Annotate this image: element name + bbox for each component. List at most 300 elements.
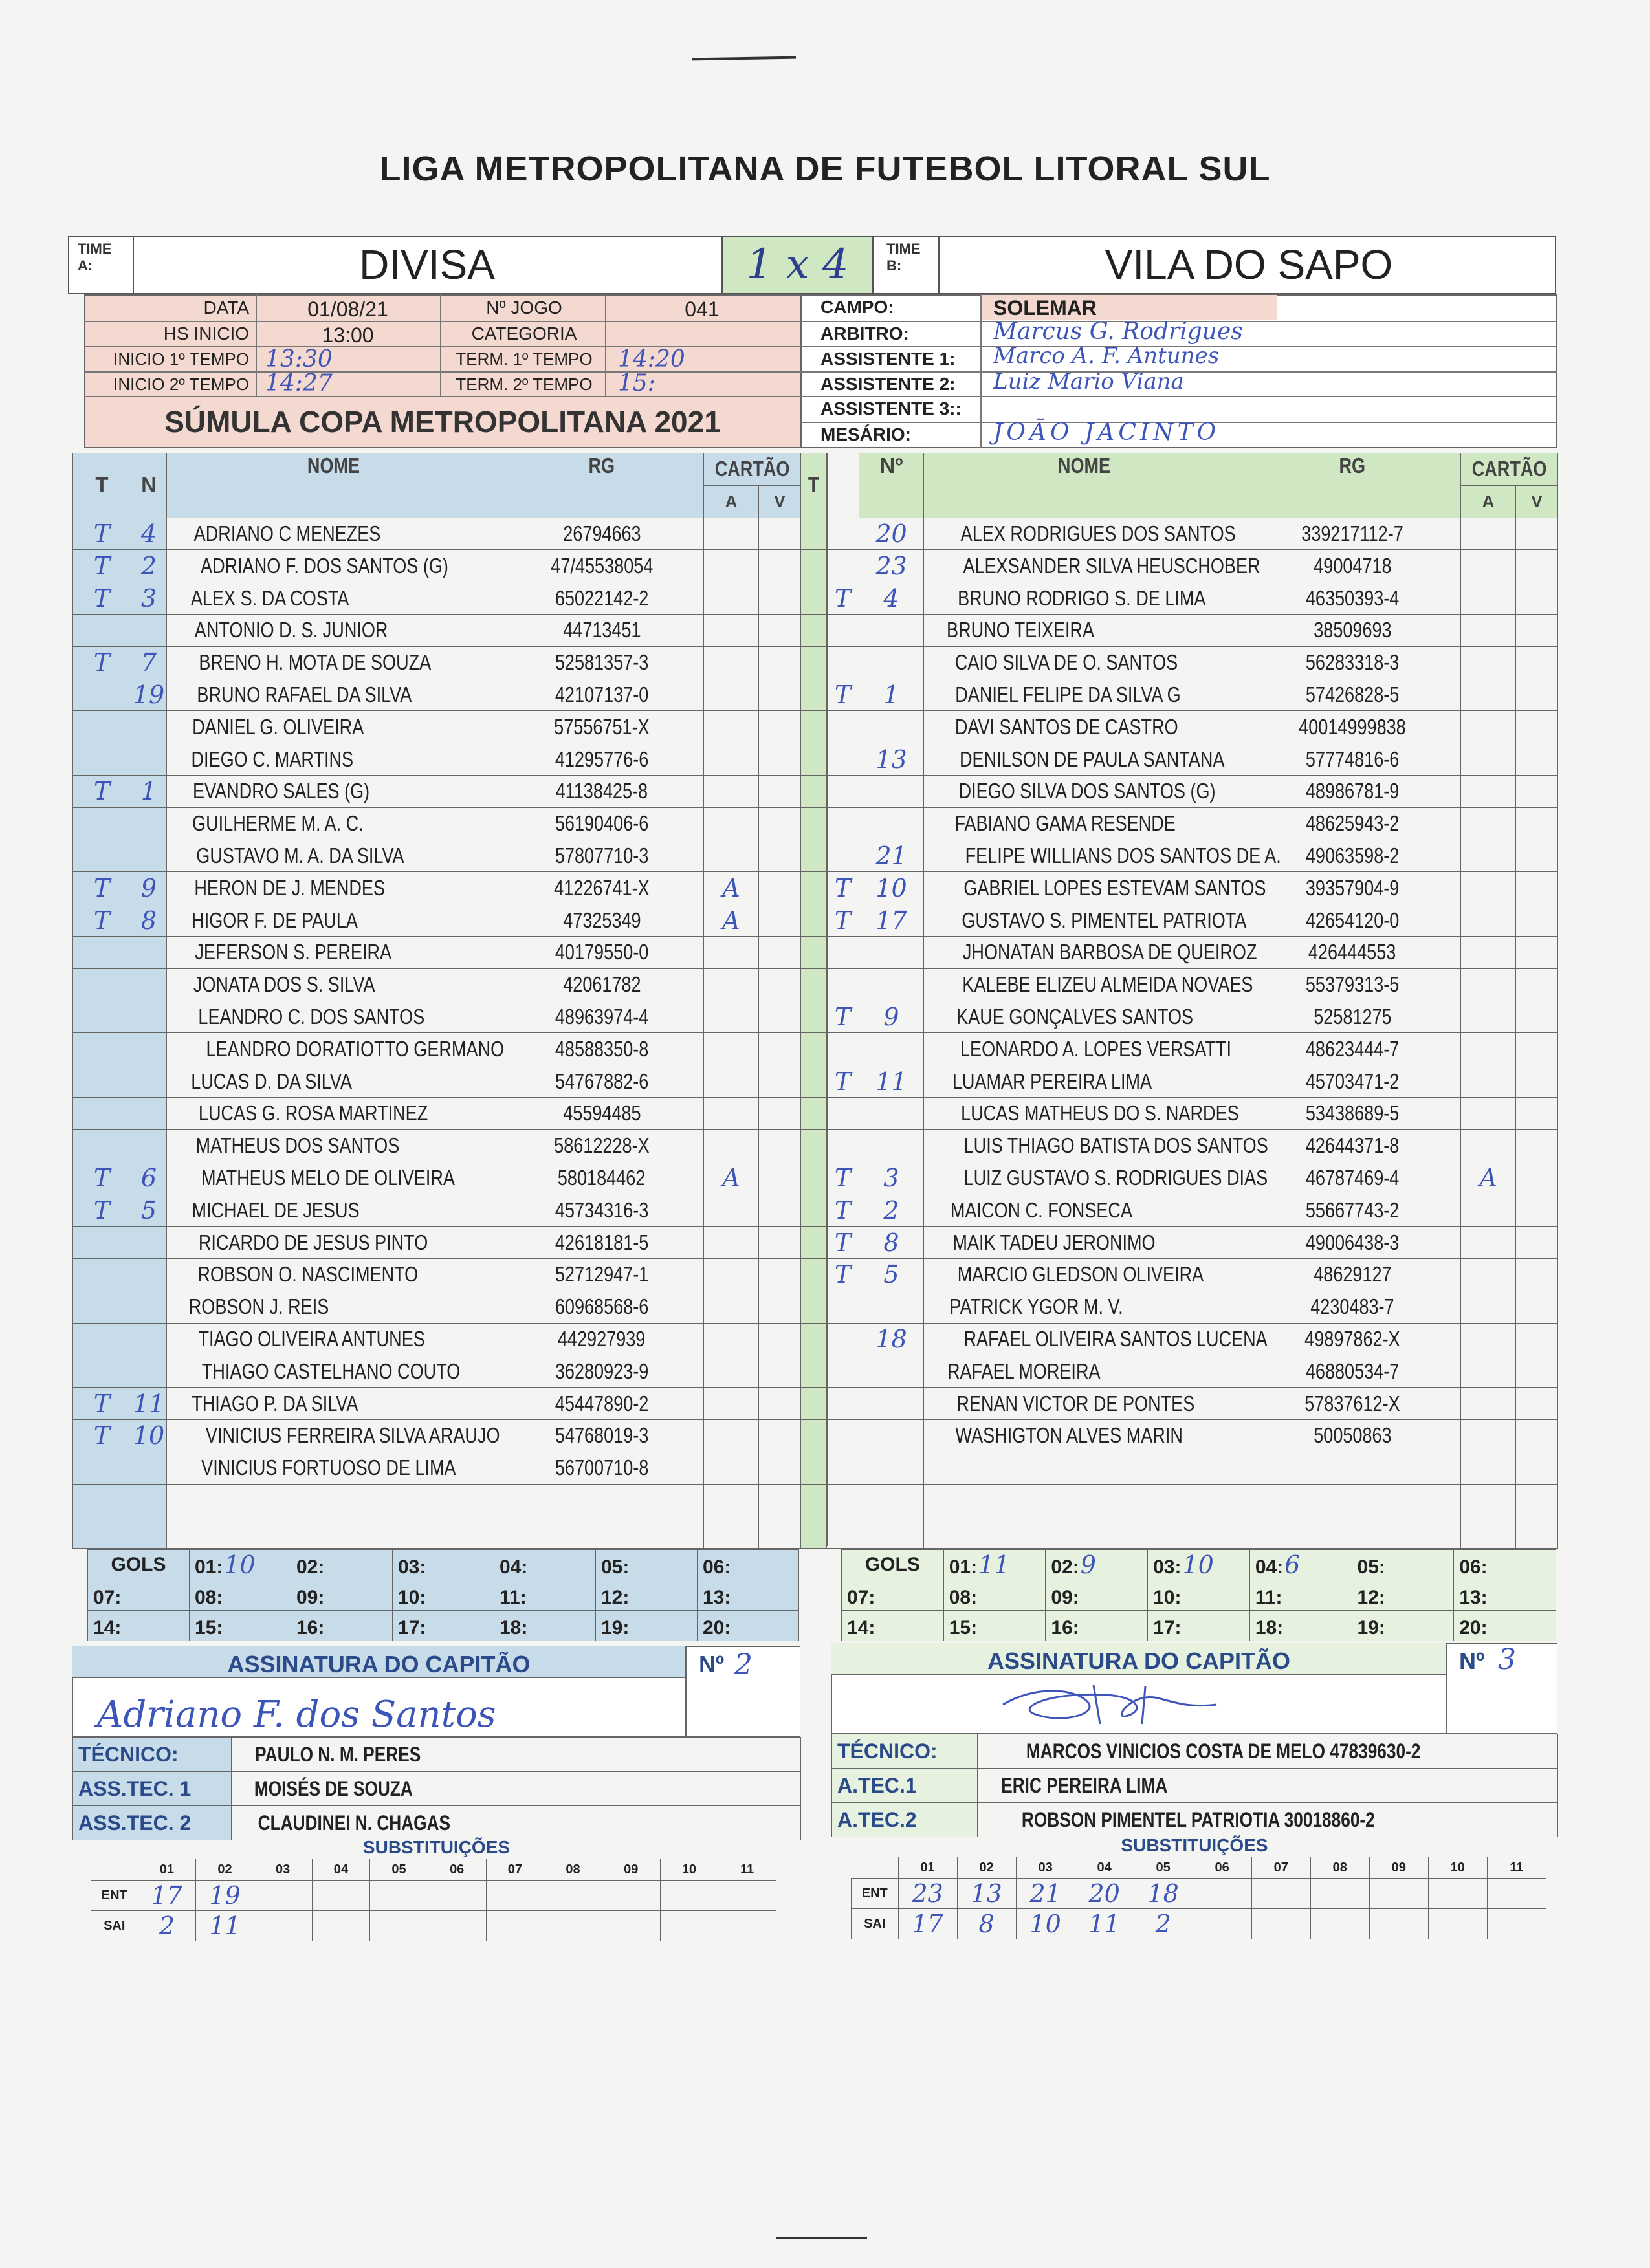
team-a-player-name: LUCAS G. ROSA MARTINEZ [167, 1097, 500, 1129]
team-a-starter-mark [73, 1355, 131, 1388]
team-b-yellow-card [1461, 1419, 1516, 1452]
team-b-player-name: FELIPE WILLIANS DOS SANTOS DE A. [924, 840, 1244, 872]
team-a-player-row [73, 1323, 801, 1355]
team-a-shirt-number [131, 1001, 167, 1033]
team-a-player-row [73, 711, 801, 743]
top-mark [692, 56, 796, 61]
team-a-player-row [73, 1258, 801, 1291]
team-b-shirt-number: 11 [859, 1065, 924, 1098]
goal-slot: 07: [842, 1580, 944, 1611]
team-a-player-name: LEANDRO DORATIOTTO GERMANO [167, 1033, 500, 1065]
goal-slot: 15: [943, 1611, 1046, 1641]
assistant-3-label: ASSISTENTE 3:: [820, 398, 962, 419]
team-a-shirt-number: 19 [131, 679, 167, 711]
team-b-red-card [1516, 550, 1558, 582]
team-b-red-card [1516, 904, 1558, 937]
team-a-red-card [759, 807, 801, 840]
team-a-player-rg: 57556751-X [500, 711, 704, 743]
team-a-player-rg: 42618181-5 [500, 1227, 704, 1259]
roster-team-b [800, 453, 1558, 1549]
team-a-player-name: ROBSON O. NASCIMENTO [167, 1258, 500, 1291]
team-b-player-rg: 49063598-2 [1244, 840, 1461, 872]
team-b-player-name: DAVI SANTOS DE CASTRO [924, 711, 1244, 743]
team-b-red-card [1516, 1227, 1558, 1259]
col-header-yellow: A [704, 485, 759, 518]
staff-name: ERIC PEREIRA LIMA [978, 1769, 1558, 1803]
score: 1 x 4 [746, 241, 849, 289]
subs-team-b [851, 1857, 1546, 1939]
team-b-yellow-card [1461, 582, 1516, 615]
goal-slot: 11: [1249, 1580, 1352, 1611]
team-a-starter-mark: T [73, 582, 131, 615]
team-a-red-card [759, 872, 801, 904]
goal-slot: 04: [494, 1550, 596, 1580]
team-b-player-name: ALEXSANDER SILVA HEUSCHOBER [924, 550, 1244, 582]
team-a-red-card [759, 518, 801, 550]
team-b-player-rg [1244, 1516, 1461, 1549]
team-b-player-name: CAIO SILVA DE O. SANTOS [924, 646, 1244, 679]
team-b-player-name: ALEX RODRIGUES DOS SANTOS [924, 518, 1244, 550]
team-b-starter-mark [827, 1516, 859, 1549]
team-b-player-row [801, 1065, 1558, 1098]
goal-slot: 19: [1352, 1611, 1454, 1641]
first-half-start-label: INICIO 1º TEMPO [113, 349, 249, 369]
team-b-shirt-number [859, 1129, 924, 1162]
team-a-shirt-number [131, 711, 167, 743]
team-b-red-card [1516, 1355, 1558, 1388]
team-b-shirt-number [859, 807, 924, 840]
subs-sai-value: 10 [1016, 1909, 1075, 1939]
first-half-end-label: TERM. 1º TEMPO [456, 349, 593, 369]
team-a-player-name: ADRIANO C MENEZES [167, 518, 500, 550]
team-a-player-name [167, 1516, 500, 1549]
team-a-player-rg: 48963974-4 [500, 1001, 704, 1033]
team-a-red-card [759, 1291, 801, 1323]
subs-sai-value [1428, 1909, 1487, 1939]
team-b-player-name: RENAN VICTOR DE PONTES [924, 1388, 1244, 1420]
subs-sai-value: 8 [957, 1909, 1016, 1939]
subs-sai-value [1369, 1909, 1428, 1939]
team-b-starter-mark [827, 1419, 859, 1452]
team-b-divider-cell [801, 1516, 827, 1549]
team-a-starter-mark: T [73, 1194, 131, 1227]
team-b-red-card [1516, 1484, 1558, 1516]
team-b-starter-mark [827, 518, 859, 550]
subs-ent-value [1369, 1879, 1428, 1909]
subs-col-number: 06 [1193, 1857, 1251, 1879]
goal-slot: 10: [393, 1580, 494, 1611]
team-a-player-name: HERON DE J. MENDES [167, 872, 500, 904]
captain-a-no-label: Nº [699, 1651, 725, 1677]
team-b-player-row [801, 614, 1558, 646]
team-b-shirt-number: 4 [859, 582, 924, 615]
team-b-player-rg: 426444553 [1244, 936, 1461, 968]
goal-slot: 18: [1249, 1611, 1352, 1641]
team-a-yellow-card [704, 1419, 759, 1452]
team-b-player-name: DENILSON DE PAULA SANTANA [924, 743, 1244, 776]
team-a-player-name: MATHEUS MELO DE OLIVEIRA [167, 1162, 500, 1194]
second-half-end-value: 15: [618, 370, 655, 397]
roster-team-a [72, 453, 801, 1549]
goal-slot: 16: [291, 1611, 393, 1641]
team-b-player-rg: 50050863 [1244, 1419, 1461, 1452]
team-a-red-card [759, 550, 801, 582]
team-a-starter-mark: T [73, 518, 131, 550]
subs-b-title: SUBSTITUIÇÕES [1121, 1835, 1268, 1855]
subs-sai-value [486, 1911, 544, 1941]
team-a-red-card [759, 904, 801, 937]
team-b-player-name: FABIANO GAMA RESENDE [924, 807, 1244, 840]
team-a-player-row [73, 582, 801, 615]
team-b-shirt-number [859, 1033, 924, 1065]
team-a-yellow-card [704, 1355, 759, 1388]
team-a-yellow-card: A [704, 904, 759, 937]
team-a-player-name: ROBSON J. REIS [167, 1291, 500, 1323]
team-b-starter-mark [827, 840, 859, 872]
team-a-yellow-card [704, 646, 759, 679]
subs-ent-value [718, 1881, 776, 1911]
team-b-player-name: GUSTAVO S. PIMENTEL PATRIOTA [924, 904, 1244, 937]
team-b-red-card [1516, 840, 1558, 872]
staff-row [73, 1738, 801, 1772]
subs-team-a [91, 1859, 776, 1941]
col-header-red: V [759, 485, 801, 518]
subs-sai-value [428, 1911, 486, 1941]
team-a-yellow-card [704, 743, 759, 776]
team-a-shirt-number [131, 1355, 167, 1388]
team-a-player-rg: 41138425-8 [500, 775, 704, 807]
team-a-player-row [73, 1194, 801, 1227]
team-b-player-row [801, 1162, 1558, 1194]
team-a-shirt-number: 11 [131, 1388, 167, 1420]
team-a-starter-mark: T [73, 1162, 131, 1194]
goal-slot: 01:10 [190, 1550, 291, 1580]
team-b-red-card [1516, 1162, 1558, 1194]
team-a-starter-mark [73, 1323, 131, 1355]
team-a-starter-mark [73, 743, 131, 776]
team-b-yellow-card [1461, 840, 1516, 872]
subs-col-number: 07 [1251, 1857, 1310, 1879]
subs-sai-value: 11 [196, 1911, 254, 1941]
captain-a-no: 2 [734, 1648, 753, 1681]
team-a-player-name: THIAGO P. DA SILVA [167, 1388, 500, 1420]
referee-label: ARBITRO: [820, 323, 909, 343]
team-b-starter-mark: T [827, 1162, 859, 1194]
team-a-red-card [759, 614, 801, 646]
team-a-starter-mark [73, 1227, 131, 1259]
team-b-starter-mark: T [827, 1194, 859, 1227]
team-b-player-rg: 42644371-8 [1244, 1129, 1461, 1162]
team-b-player-rg: 53438689-5 [1244, 1097, 1461, 1129]
gols_b-row [842, 1611, 1556, 1641]
team-a-yellow-card [704, 614, 759, 646]
team-b-divider-cell [801, 1227, 827, 1259]
team-a-yellow-card [704, 711, 759, 743]
team-a-player-row [73, 1291, 801, 1323]
subs-ent-value: 21 [1016, 1879, 1075, 1909]
team-b-shirt-number [859, 775, 924, 807]
team-b-starter-mark [827, 614, 859, 646]
team-a-starter-mark [73, 1291, 131, 1323]
team-b-starter-mark [827, 1452, 859, 1484]
team-b-red-card [1516, 936, 1558, 968]
team-b-yellow-card [1461, 775, 1516, 807]
second-half-start-label: INICIO 2º TEMPO [113, 375, 249, 394]
team-a-yellow-card [704, 1033, 759, 1065]
subs-col-number: 08 [544, 1859, 602, 1881]
subs-col-number: 08 [1310, 1857, 1369, 1879]
subs-sai-value [660, 1911, 718, 1941]
team-b-player-rg [1244, 1484, 1461, 1516]
goal-slot: 04:6 [1249, 1550, 1352, 1580]
team-b-player-row [801, 1097, 1558, 1129]
team-a-player-row [73, 743, 801, 776]
team-b-shirt-number: 1 [859, 679, 924, 711]
team-a-player-name: RICARDO DE JESUS PINTO [167, 1227, 500, 1259]
team-a-red-card [759, 1033, 801, 1065]
subs-col-number: 10 [1428, 1857, 1487, 1879]
subs-col-number: 09 [1369, 1857, 1428, 1879]
team-b-shirt-number: 8 [859, 1227, 924, 1259]
team-a-starter-mark: T [73, 904, 131, 937]
team-b-player-name [924, 1516, 1244, 1549]
team-b-player-row [801, 807, 1558, 840]
goals-team-a [87, 1549, 799, 1641]
team-b-yellow-card [1461, 1001, 1516, 1033]
category-label: CATEGORIA [471, 323, 577, 343]
team-b-red-card [1516, 711, 1558, 743]
team-b-yellow-card [1461, 1129, 1516, 1162]
team-b-player-row [801, 1258, 1558, 1291]
subs-ent-value [254, 1881, 312, 1911]
staff-row [832, 1803, 1558, 1837]
game-no-value: 041 [685, 298, 720, 321]
subs-col-number: 09 [602, 1859, 660, 1881]
subs-sai-row [91, 1911, 776, 1941]
team-b-player-rg: 39357904-9 [1244, 872, 1461, 904]
table-official-value: JOÃO JACINTO [993, 419, 1220, 446]
team-b-shirt-number: 5 [859, 1258, 924, 1291]
team-b-player-rg: 48623444-7 [1244, 1033, 1461, 1065]
team-b-name: VILA DO SAPO [1105, 241, 1393, 288]
team-a-player-rg: 47325349 [500, 904, 704, 937]
team-b-starter-mark [827, 775, 859, 807]
team-b-red-card [1516, 807, 1558, 840]
team-b-shirt-number [859, 968, 924, 1001]
team-b-shirt-number [859, 1097, 924, 1129]
team-a-starter-mark [73, 679, 131, 711]
subs-sai-label: SAI [852, 1909, 899, 1939]
staff-name: MOISÉS DE SOUZA [232, 1772, 801, 1806]
team-b-divider-cell [801, 1452, 827, 1484]
first-half-end-value: 14:20 [618, 346, 685, 373]
team-b-red-card [1516, 1419, 1558, 1452]
team-a-player-rg: 36280923-9 [500, 1355, 704, 1388]
goal-slot: 17: [1148, 1611, 1250, 1641]
captain-b-signature [996, 1679, 1229, 1730]
team-b-shirt-number: 10 [859, 872, 924, 904]
goal-slot: 02:9 [1046, 1550, 1148, 1580]
team-b-yellow-card [1461, 1065, 1516, 1098]
team-a-player-rg: 40179550-0 [500, 936, 704, 968]
team-b-shirt-number: 13 [859, 743, 924, 776]
team-a-player-rg: 42061782 [500, 968, 704, 1001]
team-a-yellow-card [704, 1227, 759, 1259]
team-a-shirt-number [131, 968, 167, 1001]
team-a-shirt-number: 5 [131, 1194, 167, 1227]
subs-sai-label: SAI [91, 1911, 138, 1941]
team-b-player-rg: 46350393-4 [1244, 582, 1461, 615]
team-b-starter-mark [827, 1291, 859, 1323]
assistant-1-value: Marco A. F. Antunes [993, 343, 1220, 369]
team-a-shirt-number [131, 840, 167, 872]
team-b-yellow-card [1461, 679, 1516, 711]
team-b-divider-cell [801, 872, 827, 904]
team-b-starter-mark [827, 936, 859, 968]
team-a-starter-mark [73, 1258, 131, 1291]
team-a-shirt-number [131, 1097, 167, 1129]
subs-sai-value [312, 1911, 370, 1941]
team-b-player-rg: 46787469-4 [1244, 1162, 1461, 1194]
team-a-player-name: DIEGO C. MARTINS [167, 743, 500, 776]
team-a-shirt-number: 8 [131, 904, 167, 937]
team-b-shirt-number [859, 1516, 924, 1549]
team-a-player-rg: 45447890-2 [500, 1388, 704, 1420]
team-b-yellow-card: A [1461, 1162, 1516, 1194]
goal-slot: 12: [596, 1580, 698, 1611]
team-b-starter-mark [827, 550, 859, 582]
subs-sai-value [254, 1911, 312, 1941]
second-half-end-label: TERM. 2º TEMPO [456, 375, 593, 394]
team-b-starter-mark [827, 1355, 859, 1388]
team-a-yellow-card [704, 1291, 759, 1323]
subs-ent-value [486, 1881, 544, 1911]
goal-slot: 18: [494, 1611, 596, 1641]
team-a-starter-mark [73, 1129, 131, 1162]
team-a-starter-mark: T [73, 646, 131, 679]
team-a-red-card [759, 1001, 801, 1033]
gols_b-row [842, 1580, 1556, 1611]
staff-name: MARCOS VINICIOS COSTA DE MELO 47839630-2 [978, 1734, 1558, 1769]
team-b-starter-mark [827, 743, 859, 776]
team-a-player-name: GUILHERME M. A. C. [167, 807, 500, 840]
team-a-player-rg: 48588350-8 [500, 1033, 704, 1065]
team-b-divider-cell [801, 1388, 827, 1420]
team-a-yellow-card [704, 1065, 759, 1098]
col-header-name-b: NOME [924, 453, 1244, 518]
goal-slot: 12: [1352, 1580, 1454, 1611]
team-b-divider-cell [801, 614, 827, 646]
team-b-player-row [801, 582, 1558, 615]
staff-row [832, 1734, 1558, 1769]
team-b-starter-mark [827, 711, 859, 743]
goal-slot: 03:10 [1148, 1550, 1250, 1580]
team-a-red-card [759, 1323, 801, 1355]
team-b-player-rg: 49006438-3 [1244, 1227, 1461, 1259]
team-b-player-name: RAFAEL MOREIRA [924, 1355, 1244, 1388]
subs-ent-label: ENT [852, 1879, 899, 1909]
team-b-red-card [1516, 1323, 1558, 1355]
team-a-player-row [73, 1516, 801, 1549]
staff-role: ASS.TEC. 1 [73, 1772, 232, 1806]
team-b-divider-cell [801, 1001, 827, 1033]
goal-slot: 13: [698, 1580, 799, 1611]
team-a-player-row [73, 1355, 801, 1388]
goal-slot: 03: [393, 1550, 494, 1580]
team-a-player-name: THIAGO CASTELHANO COUTO [167, 1355, 500, 1388]
team-b-player-name: LUIS THIAGO BATISTA DOS SANTOS [924, 1129, 1244, 1162]
team-a-shirt-number [131, 1033, 167, 1065]
team-b-divider-cell [801, 1033, 827, 1065]
team-a-starter-mark [73, 1033, 131, 1065]
goal-slot: 08: [190, 1580, 291, 1611]
date-value: 01/08/21 [307, 298, 388, 321]
col-header-rg: RG [500, 453, 704, 518]
team-a-red-card [759, 1194, 801, 1227]
team-b-yellow-card [1461, 743, 1516, 776]
team-b-player-rg: 46880534-7 [1244, 1355, 1461, 1388]
team-b-divider-cell [801, 1194, 827, 1227]
team-a-player-row [73, 1388, 801, 1420]
gols_a-row [88, 1580, 799, 1611]
team-b-divider-cell [801, 936, 827, 968]
team-a-starter-mark [73, 840, 131, 872]
team-a-yellow-card [704, 518, 759, 550]
col-header-rg-b: RG [1244, 453, 1461, 518]
team-a-red-card [759, 840, 801, 872]
subs-ent-value [370, 1881, 428, 1911]
team-a-red-card [759, 1484, 801, 1516]
col-header-n-b: Nº [859, 453, 924, 518]
team-a-yellow-card: A [704, 1162, 759, 1194]
team-a-player-row [73, 904, 801, 937]
team-b-divider-cell [801, 679, 827, 711]
team-b-player-row [801, 711, 1558, 743]
staff-row [73, 1806, 801, 1840]
team-a-yellow-card [704, 1258, 759, 1291]
subs-ent-value: 23 [898, 1879, 957, 1909]
subs-sai-value: 2 [1134, 1909, 1193, 1939]
team-b-shirt-number: 23 [859, 550, 924, 582]
team-b-yellow-card [1461, 1227, 1516, 1259]
col-header-red-b: V [1516, 485, 1558, 518]
team-b-player-name: WASHIGTON ALVES MARIN [924, 1419, 1244, 1452]
team-a-player-row [73, 872, 801, 904]
team-a-shirt-number [131, 1065, 167, 1098]
goal-slot: 09: [291, 1580, 393, 1611]
first-half-start-value: 13:30 [265, 346, 333, 373]
subs-ent-value: 17 [138, 1881, 196, 1911]
team-a-player-name: JEFERSON S. PEREIRA [167, 936, 500, 968]
score-box [721, 236, 874, 294]
team-b-player-name: BRUNO RODRIGO S. DE LIMA [924, 582, 1244, 615]
start-time-value: 13:00 [322, 323, 374, 347]
team-a-shirt-number [131, 1516, 167, 1549]
team-b-shirt-number [859, 936, 924, 968]
team-b-player-row [801, 872, 1558, 904]
team-a-player-rg: 54768019-3 [500, 1419, 704, 1452]
goal-slot: 14: [88, 1611, 190, 1641]
team-a-starter-mark: T [73, 1388, 131, 1420]
goal-slot: 20: [1454, 1611, 1556, 1641]
captain-b-label: ASSINATURA DO CAPITÃO [987, 1648, 1290, 1674]
team-b-player-rg: 4230483-7 [1244, 1291, 1461, 1323]
team-b-player-row [801, 518, 1558, 550]
col-header-card-b: CARTÃO [1461, 453, 1558, 486]
goal-slot: 07: [88, 1580, 190, 1611]
team-a-player-rg: 58612228-X [500, 1129, 704, 1162]
team-b-shirt-number [859, 1388, 924, 1420]
